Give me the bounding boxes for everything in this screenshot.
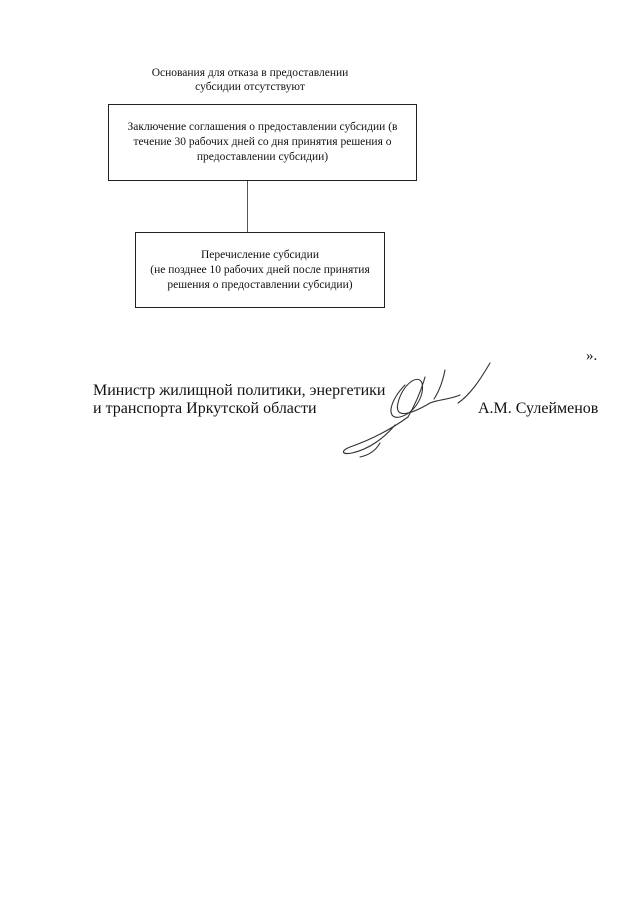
box1-line-2: течение 30 рабочих дней со дня принятия решения о	[133, 136, 392, 148]
signer-name: А.М. Сулейменов	[478, 400, 599, 417]
position-line-2: и транспорта Иркутской области	[93, 400, 317, 417]
step-transfer-box	[135, 232, 385, 308]
flow-caption	[120, 66, 380, 94]
caption-line-2: субсидии отсутствуют	[195, 81, 305, 93]
box2-line-1: Перечисление субсидии	[201, 248, 319, 261]
connector-line	[247, 181, 248, 232]
box2-line-3: решения о предоставлении субсидии)	[167, 278, 353, 291]
caption-line-1: Основания для отказа в предоставлении	[151, 67, 349, 79]
box1-line-3: предоставлении субсидии)	[196, 151, 329, 163]
position-line-1: Министр жилищной политики, энергетики	[93, 382, 386, 399]
step-agreement-box	[108, 104, 417, 181]
handwritten-signature	[330, 355, 500, 465]
box2-line-2: (не позднее 10 рабочих дней после принятия	[150, 263, 370, 276]
closing-quote: ».	[586, 348, 598, 364]
box1-line-1: Заключение соглашения о предоставлении субсидии (в	[127, 121, 398, 133]
